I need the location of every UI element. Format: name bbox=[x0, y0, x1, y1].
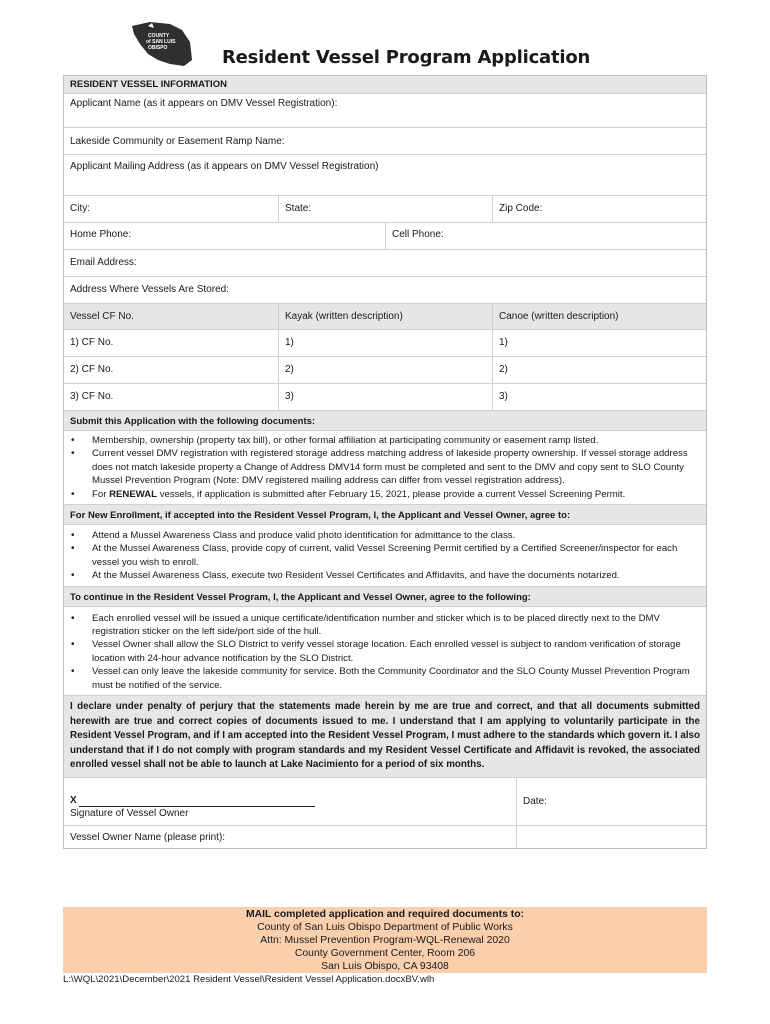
state-field[interactable]: State: bbox=[278, 196, 492, 222]
storage-address-row[interactable] bbox=[64, 276, 706, 303]
logo-line2: of SAN LUIS bbox=[146, 39, 176, 45]
lakeside-field[interactable]: Lakeside Community or Easement Ramp Name: bbox=[70, 136, 285, 147]
signature-label: Signature of Vessel Owner bbox=[70, 808, 189, 820]
kayak-header: Kayak (written description) bbox=[278, 304, 492, 329]
mail-line3: County Government Center, Room 206 bbox=[294, 948, 476, 959]
continue-header: To continue in the Resident Vessel Program, I, the Applicant and Vessel Owner, agree to the following: bbox=[70, 591, 531, 603]
info-header: RESIDENT VESSEL INFORMATION bbox=[70, 79, 227, 90]
home-phone-field[interactable]: Home Phone: bbox=[70, 229, 132, 240]
mail-line4: San Luis Obispo, CA 93408 bbox=[321, 961, 449, 972]
file-path: L:\WQL\2021\December\2021 Resident Vessel\Resident Vessel Application.docxBV.wlh bbox=[63, 974, 435, 985]
mailing-address-field[interactable]: Applicant Mailing Address (as it appears on DMV Vessel Registration) bbox=[70, 161, 379, 172]
mail-line1: County of San Luis Obispo Department of Public Works bbox=[257, 922, 513, 933]
list-item: • At the Mussel Awareness Class, execute two Resident Vessel Certificates and Affidavits, and have the documents notarized. bbox=[92, 569, 700, 582]
page-title: Resident Vessel Program Application bbox=[222, 47, 591, 68]
canoe-2[interactable]: 2) bbox=[492, 357, 706, 383]
enroll-list bbox=[64, 525, 706, 586]
list-item: • Attend a Mussel Awareness Class and produce valid photo identification for admittance to the class. bbox=[92, 529, 700, 542]
list-item: • At the Mussel Awareness Class, provide copy of current, valid Vessel Screening Permit certified by a Certified Screener/inspector for each vessel you wish to enroll. bbox=[92, 542, 700, 569]
vessel-cf-1[interactable]: 1) CF No. bbox=[70, 337, 114, 348]
section-header-info bbox=[64, 76, 706, 93]
email-row[interactable] bbox=[64, 249, 706, 276]
renewal-post: vessels, if application is submitted after February 15, 2021, please provide a current Vessel Screening Permit. bbox=[157, 488, 626, 500]
signature-line[interactable] bbox=[79, 796, 315, 807]
continue-list bbox=[64, 607, 706, 695]
logo-line1: COUNTY bbox=[148, 33, 170, 39]
print-name-row[interactable] bbox=[64, 825, 706, 848]
mailing-address-row[interactable] bbox=[64, 154, 706, 195]
signature-x: X bbox=[70, 795, 77, 807]
list-item: • Vessel can only leave the lakeside community for service. Both the Community Coordinator and the SLO County Mussel Prevention Program must be notified of the service. bbox=[92, 665, 700, 692]
list-item: • Current vessel DMV registration with registered storage address matching address of lakeside property ownership. If vessel storage address does not match lakeside property a Change of Address DMV14 form must be completed and sent to the DMV and copy sent to SLO County Mussel Prevention Program (Note: DMV registered mailing address can differ from vessel registration address). bbox=[92, 447, 700, 487]
mail-instructions bbox=[63, 907, 707, 973]
print-name-field[interactable]: Vessel Owner Name (please print): bbox=[70, 832, 226, 844]
city-state-zip-row bbox=[64, 195, 706, 222]
application-form bbox=[63, 75, 707, 849]
applicant-name-row[interactable] bbox=[64, 93, 706, 127]
lakeside-row[interactable] bbox=[64, 127, 706, 154]
vessel-cf-3[interactable]: 3) CF No. bbox=[70, 391, 114, 402]
print-name-spacer bbox=[516, 826, 706, 848]
section-header-enroll bbox=[64, 504, 706, 524]
storage-address-field[interactable]: Address Where Vessels Are Stored: bbox=[70, 284, 229, 295]
logo-line3: OBISPO bbox=[148, 45, 168, 51]
vessel-row bbox=[64, 383, 706, 410]
list-item bbox=[92, 488, 700, 501]
canoe-1[interactable]: 1) bbox=[492, 330, 706, 356]
county-logo bbox=[130, 20, 194, 68]
declaration-row bbox=[64, 695, 706, 777]
vessel-cf-header: Vessel CF No. bbox=[70, 311, 134, 322]
canoe-header: Canoe (written description) bbox=[492, 304, 706, 329]
declaration-text: I declare under penalty of perjury that the statements made herein by me are true and correct, and that all documents submitted herewith are true and correct copies of documents issued to me. I understand that I am applying to voluntarily participate in the Resident Vessel Program, and if I am accepted into the Resident Vessel Program, I must adhere to the standards which govern it. I also understand that if I do not comply with program standards and my Resident Vessel Certificate and Affidavit is revoked, the associated enrolled vessel shall not be able to launch at Lake Nacimiento for a period of six months. bbox=[70, 701, 700, 771]
submit-list-row bbox=[64, 430, 706, 504]
section-header-submit bbox=[64, 410, 706, 430]
mail-line2: Attn: Mussel Prevention Program-WQL-Renewal 2020 bbox=[260, 935, 510, 946]
list-item: • Each enrolled vessel will be issued a unique certificate/identification number and sticker which is to be placed directly next to the DMV registration sticker on the left side/port side of the hull. bbox=[92, 612, 700, 639]
date-field[interactable]: Date: bbox=[516, 778, 706, 825]
kayak-3[interactable]: 3) bbox=[278, 384, 492, 410]
submit-list bbox=[64, 431, 706, 504]
section-header-continue bbox=[64, 586, 706, 606]
vessel-row bbox=[64, 356, 706, 383]
zip-field[interactable]: Zip Code: bbox=[492, 196, 706, 222]
mail-header: MAIL completed application and required documents to: bbox=[245, 909, 525, 920]
cell-phone-field[interactable]: Cell Phone: bbox=[385, 223, 706, 249]
phone-row bbox=[64, 222, 706, 249]
submit-header: Submit this Application with the following documents: bbox=[70, 416, 316, 427]
signature-field[interactable] bbox=[64, 778, 516, 825]
renewal-pre: For bbox=[92, 488, 110, 500]
enroll-header: For New Enrollment, if accepted into the Resident Vessel Program, I, the Applicant and Vessel Owner, agree to: bbox=[70, 510, 571, 522]
vessel-row bbox=[64, 329, 706, 356]
city-field[interactable]: City: bbox=[70, 203, 90, 214]
continue-list-row bbox=[64, 606, 706, 695]
vessel-cf-2[interactable]: 2) CF No. bbox=[70, 364, 114, 375]
vessel-table-header bbox=[64, 303, 706, 329]
canoe-3[interactable]: 3) bbox=[492, 384, 706, 410]
kayak-1[interactable]: 1) bbox=[278, 330, 492, 356]
applicant-name-field[interactable]: Applicant Name (as it appears on DMV Vessel Registration): bbox=[70, 98, 338, 109]
signature-row bbox=[64, 777, 706, 825]
email-field[interactable]: Email Address: bbox=[70, 257, 137, 268]
kayak-2[interactable]: 2) bbox=[278, 357, 492, 383]
enroll-list-row bbox=[64, 524, 706, 586]
list-item: • Membership, ownership (property tax bill), or other formal affiliation at participating community or easement ramp listed. bbox=[92, 434, 700, 447]
list-item: • Vessel Owner shall allow the SLO District to verify vessel storage location. Each enrolled vessel is subject to random verification of storage location with 24-hour advance notification by the SLO District. bbox=[92, 638, 700, 665]
renewal-bold: RENEWAL bbox=[109, 488, 158, 500]
